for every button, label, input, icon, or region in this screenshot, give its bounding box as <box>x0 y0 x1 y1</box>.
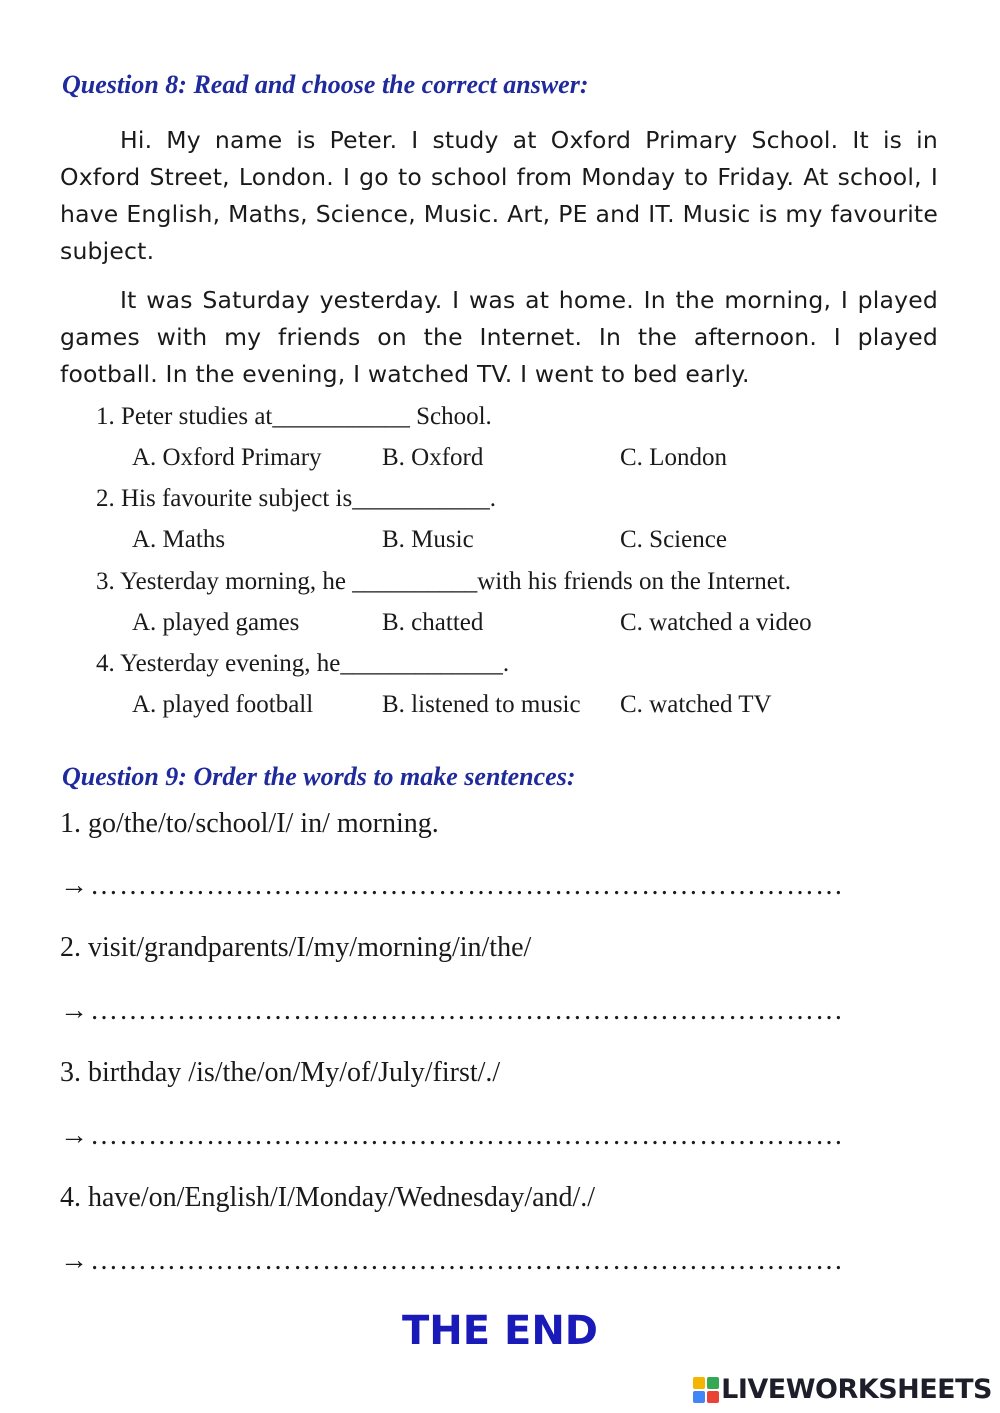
mcq-3-option-b[interactable]: B. chatted <box>382 609 484 636</box>
logo-blocks-icon <box>693 1377 719 1403</box>
arrow-icon: → <box>60 1120 88 1151</box>
mcq-3-option-a[interactable]: A. played games <box>132 609 300 636</box>
the-end-title: THE END <box>401 1308 598 1354</box>
mcq-1-option-b[interactable]: B. Oxford <box>382 444 484 471</box>
mcq-4-option-c[interactable]: C. watched TV <box>620 691 772 718</box>
mcq-1-option-a[interactable]: A. Oxford Primary <box>132 444 322 471</box>
question-8-heading: Question 8: Read and choose the correct answer: <box>62 70 589 99</box>
answer-dots: …………………………………………………………………… <box>90 870 844 901</box>
mcq-1-stem: 1. Peter studies at___________ School. <box>96 403 492 430</box>
mcq-3-stem: 3. Yesterday morning, he __________with his friends on the Internet. <box>96 568 792 595</box>
answer-dots: …………………………………………………………………… <box>90 995 844 1026</box>
mcq-3-option-c[interactable]: C. watched a video <box>620 609 812 636</box>
passage-paragraph-1: Hi. My name is Peter. I study at Oxford Primary School. It is in Oxford Street, London. I go to school from Monday to Friday. At school, I have English, Maths, Science, Music. Art, PE and IT. Music is my favourite subject. <box>60 126 938 265</box>
mcq-2-option-c[interactable]: C. Science <box>620 526 727 553</box>
passage-paragraph-2: It was Saturday yesterday. I was at home. In the morning, I played games with my friends on the Internet. In the afternoon. I played football. In the evening, I watched TV. I went to bed early. <box>60 286 938 388</box>
answer-dots: …………………………………………………………………… <box>90 1245 844 1276</box>
reading-passage <box>60 122 938 393</box>
mcq-2-option-b[interactable]: B. Music <box>382 526 474 553</box>
mcq-2-stem: 2. His favourite subject is___________. <box>96 485 496 512</box>
logo-text: LIVEWORKSHEETS <box>721 1374 992 1405</box>
answer-line-1[interactable] <box>60 870 940 902</box>
order-item-4: 4. have/on/English/I/Monday/Wednesday/and/./ <box>60 1182 596 1213</box>
liveworksheets-logo <box>693 1374 992 1405</box>
arrow-icon: → <box>60 995 88 1026</box>
answer-line-2[interactable] <box>60 995 940 1027</box>
answer-dots: …………………………………………………………………… <box>90 1120 844 1151</box>
mcq-1-option-c[interactable]: C. London <box>620 444 727 471</box>
order-item-3: 3. birthday /is/the/on/My/of/July/first/./ <box>60 1057 501 1088</box>
mcq-4-stem: 4. Yesterday evening, he_____________. <box>96 650 510 677</box>
mcq-4-option-a[interactable]: A. played football <box>132 691 314 718</box>
mcq-2-option-a[interactable]: A. Maths <box>132 526 226 553</box>
answer-line-4[interactable] <box>60 1245 940 1277</box>
question-9-heading: Question 9: Order the words to make sentences: <box>62 762 576 791</box>
arrow-icon: → <box>60 1245 88 1276</box>
order-item-1: 1. go/the/to/school/I/ in/ morning. <box>60 808 439 839</box>
answer-line-3[interactable] <box>60 1120 940 1152</box>
arrow-icon: → <box>60 870 88 901</box>
order-item-2: 2. visit/grandparents/I/my/morning/in/the/ <box>60 932 532 963</box>
mcq-4-option-b[interactable]: B. listened to music <box>382 691 581 718</box>
